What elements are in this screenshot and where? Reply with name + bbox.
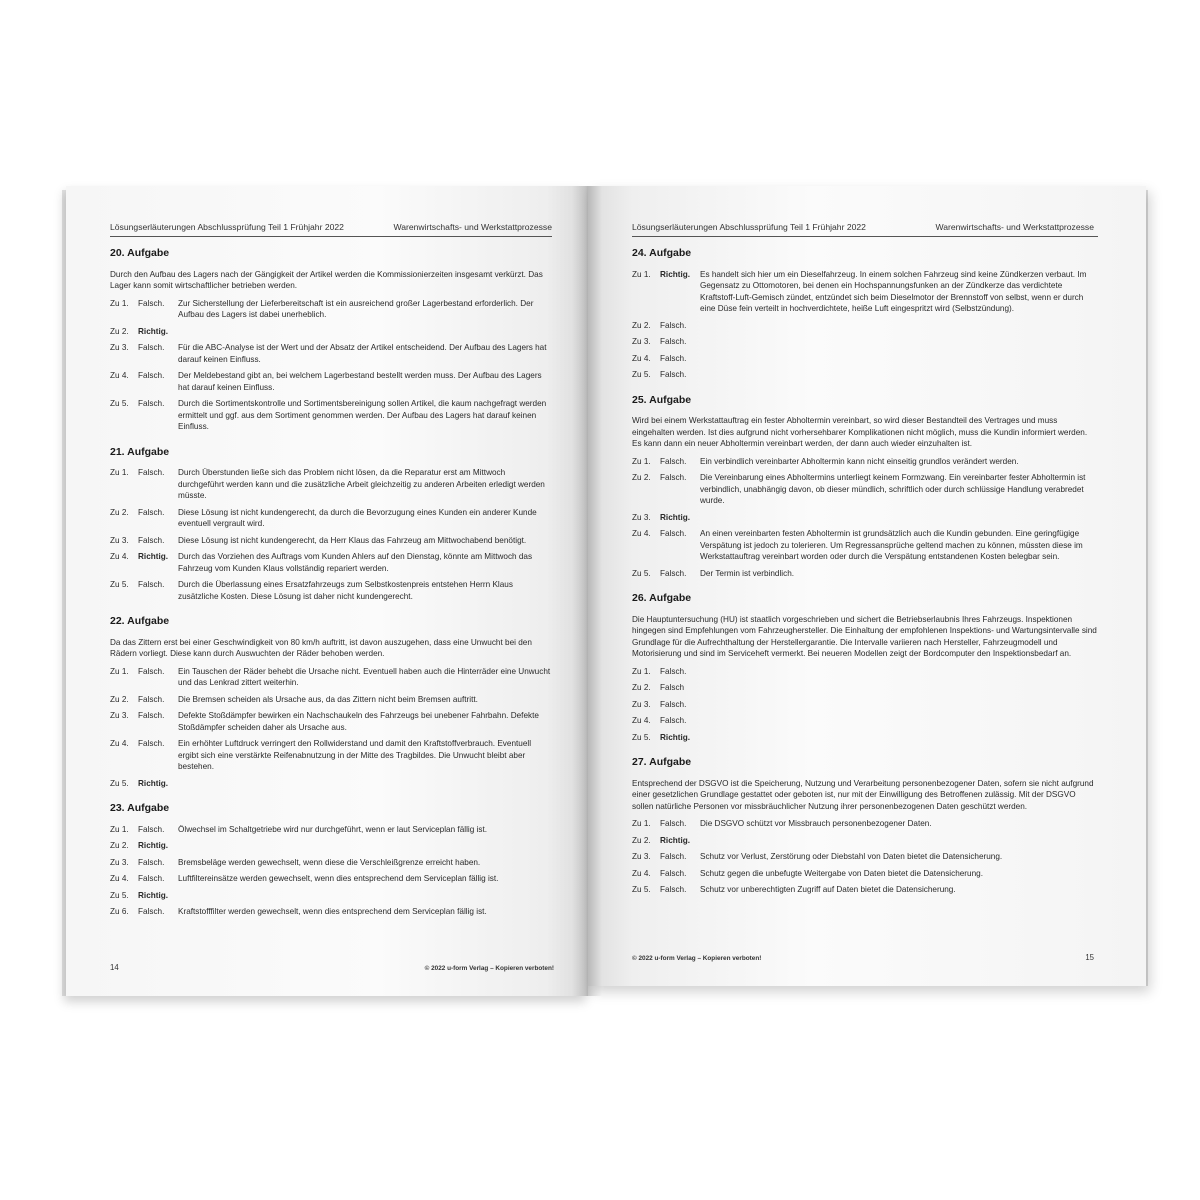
- copyright-notice: © 2022 u-form Verlag – Kopieren verboten!: [632, 955, 762, 962]
- answer-number: Zu 1.: [632, 666, 651, 676]
- answer-row: [632, 269, 1098, 315]
- task-section: [632, 757, 1098, 896]
- answer-row: [110, 326, 552, 338]
- answer-result: Falsch.: [138, 666, 165, 676]
- answer-result: Falsch.: [660, 320, 687, 330]
- answer-explanation: [700, 369, 1098, 381]
- answer-row: [632, 699, 1098, 711]
- answer-result: Falsch.: [660, 885, 687, 894]
- task-intro: Wird bei einem Werkstattauftrag ein fester Abholtermin vereinbart, so wird dieser Bestandteil des Vertrages und muss eingehalten werden. Ist dies aufgrund nicht vorhersehbarer Komplikationen nicht möglich, muss die Kundin informiert werden. Es kann dann ein neuer Abholtermin vereinbart werden, der dann auch wieder einzuhalten ist.: [632, 416, 1088, 448]
- answer-row: [632, 456, 1098, 468]
- answer-result: Richtig.: [660, 512, 691, 522]
- answer-row: [110, 710, 552, 733]
- answer-number: Zu 2.: [632, 320, 651, 330]
- copyright-notice: © 2022 u-form Verlag – Kopieren verboten!: [424, 965, 554, 972]
- answer-result: Falsch.: [660, 456, 687, 466]
- answer-row: [110, 906, 552, 918]
- answer-result: Falsch.: [660, 852, 687, 861]
- answer-number: Zu 3.: [110, 343, 129, 352]
- answer-row: [110, 666, 552, 689]
- answer-row: [632, 568, 1098, 580]
- answer-explanation: [700, 336, 1098, 348]
- answer-number: Zu 4.: [110, 371, 129, 380]
- answer-result: Falsch.: [660, 699, 687, 709]
- answer-explanation: Es handelt sich hier um ein Dieselfahrzeug. In einem solchen Fahrzeug sind keine Zündkerzen verbaut. Im Gegensatz zu Ottomotoren, bei denen ein Hochspannungsfunken an der Zündkerze das verdichtete Kraftstoff-Luft-Gemisch zündet, entzündet sich beim Dieselmotor der Brennstoff von selbst, wenn er durch eine Düse fein verteilt in hochverdichtete, heiße Luft eingespritzt wird (Selbstzündung).: [700, 269, 1087, 313]
- answer-number: Zu 5.: [110, 580, 129, 589]
- answer-result: Falsch.: [660, 473, 687, 482]
- answer-row: [110, 507, 552, 530]
- answer-row: [110, 738, 552, 773]
- answer-result: Falsch.: [138, 580, 165, 589]
- answer-explanation: Luftfiltereinsätze werden gewechselt, wenn dies entsprechend dem Serviceplan fällig ist.: [178, 874, 499, 883]
- answer-result: Richtig.: [138, 552, 169, 561]
- task-title: 21. Aufgabe: [110, 445, 170, 458]
- answer-result: Falsch.: [660, 666, 687, 676]
- answer-number: Zu 4.: [632, 529, 651, 538]
- answer-explanation: Die DSGVO schützt vor Missbrauch personenbezogener Daten.: [700, 819, 932, 828]
- answer-result: Falsch.: [138, 343, 165, 352]
- left-page: [66, 186, 588, 996]
- answer-row: [632, 818, 1098, 830]
- answer-number: Zu 3.: [632, 337, 651, 346]
- answer-row: [632, 336, 1098, 348]
- answer-number: Zu 5.: [632, 885, 651, 894]
- running-header-title: Lösungserläuterungen Abschlussprüfung Teil 1 Frühjahr 2022: [632, 222, 866, 232]
- answer-explanation: [700, 699, 1098, 711]
- answer-result: Falsch.: [138, 711, 165, 720]
- answer-explanation: Die Bremsen scheiden als Ursache aus, da das Zittern nicht beim Bremsen auftritt.: [178, 694, 478, 704]
- task-intro: Entsprechend der DSGVO ist die Speicherung, Nutzung und Verarbeitung personenbezogener Daten, sofern sie nicht aufgrund einer gesetzlichen Grundlage gestattet oder geboten ist, nur mit der Einwilligung des Betroffenen zulässig. Mit der DSGVO sollen natürliche Personen vor missbräuchlicher Nutzung ihrer personenbezogenen Daten geschützt werden.: [632, 778, 1094, 811]
- answer-row: [632, 512, 1098, 524]
- answer-number: Zu 1.: [632, 269, 651, 279]
- answer-number: Zu 1.: [110, 666, 129, 676]
- task-intro: Die Hauptuntersuchung (HU) ist staatlich vorgeschrieben und sichert die Betriebserlaubnis Ihres Fahrzeugs. Inspektionen hingegen sind Empfehlungen vom Fahrzeughersteller. Die Einhaltung der empfohlenen Inspektions- und Wartungsintervalle sind Grundlage für die Aufrechthaltung der Herstellergarantie. Die Intervalle variieren nach Hersteller, Fahrzeugmodell und Motorisierung und sind im Serviceheft vermerkt. Bei neueren Modellen zeigt der Bordcomputer den Inspektionsbedarf an.: [632, 614, 1097, 658]
- answer-explanation: An einen vereinbarten festen Abholtermin ist grundsätzlich auch die Kundin gebunden. Eine geringfügige Verspätung ist jedoch zu tolerieren. Um Regressansprüche geltend machen zu können, müssten diese im Werkstattauftrag vereinbart worden oder durch die Verspätung entstandenen Kosten belegbar sein.: [700, 529, 1083, 561]
- answer-result: Falsch: [660, 683, 685, 692]
- answer-explanation: Schutz gegen die unbefugte Weitergabe von Daten bietet die Datensicherung.: [700, 868, 983, 878]
- task-section: [110, 803, 552, 918]
- answer-explanation: [700, 682, 1098, 694]
- answer-row: [632, 835, 1098, 847]
- answer-number: Zu 5.: [110, 778, 129, 788]
- answer-number: Zu 4.: [632, 353, 651, 363]
- answer-row: [110, 840, 552, 852]
- answer-result: Falsch.: [660, 337, 687, 346]
- answer-explanation: Die Vereinbarung eines Abholtermins unterliegt keinem Formzwang. Ein vereinbarter fester Abholtermin ist verbindlich, unabhängig davon, ob dieser mündlich, schriftlich oder durch schlüssige Handlung verabredet wurde.: [700, 473, 1086, 505]
- answer-number: Zu 4.: [110, 874, 129, 883]
- answer-explanation: [700, 512, 1098, 524]
- answer-explanation: Defekte Stoßdämpfer bewirken ein Nachschaukeln des Fahrzeugs bei unebener Fahrbahn. Defekte Stoßdämpfer scheiden daher als Ursache aus.: [178, 711, 539, 732]
- answer-explanation: Kraftstofffilter werden gewechselt, wenn dies entsprechend dem Serviceplan fällig ist.: [178, 907, 487, 916]
- answer-row: [632, 472, 1098, 507]
- answer-result: Richtig.: [138, 890, 169, 900]
- answer-number: Zu 2.: [110, 694, 129, 704]
- answer-number: Zu 1.: [110, 298, 129, 308]
- answer-explanation: [700, 320, 1098, 332]
- answer-number: Zu 4.: [110, 739, 129, 748]
- answer-row: [110, 778, 552, 790]
- answer-result: Richtig.: [138, 778, 169, 788]
- task-section: [110, 616, 552, 789]
- answer-number: Zu 1.: [632, 456, 651, 466]
- answer-explanation: [178, 778, 552, 790]
- answer-row: [110, 467, 552, 502]
- answer-result: Falsch.: [660, 819, 687, 828]
- answer-number: Zu 2.: [632, 683, 651, 692]
- answer-row: [632, 666, 1098, 678]
- answer-explanation: [178, 840, 552, 852]
- page-number: 14: [110, 963, 119, 972]
- answer-result: Falsch.: [138, 907, 165, 916]
- answer-number: Zu 1.: [632, 819, 651, 828]
- answer-explanation: Ölwechsel im Schaltgetriebe wird nur durchgeführt, wenn er laut Serviceplan fällig ist.: [178, 824, 487, 834]
- answer-result: Falsch.: [660, 716, 687, 725]
- answer-number: Zu 5.: [632, 568, 651, 578]
- right-content: [632, 248, 1098, 910]
- answer-number: Zu 3.: [632, 699, 651, 709]
- left-content: [110, 248, 552, 932]
- answer-result: Falsch.: [660, 868, 687, 878]
- answer-explanation: [700, 732, 1098, 744]
- answer-number: Zu 5.: [632, 732, 651, 742]
- answer-number: Zu 5.: [110, 890, 129, 900]
- answer-result: Falsch.: [138, 739, 165, 748]
- answer-result: Falsch.: [138, 507, 165, 517]
- answer-number: Zu 3.: [110, 711, 129, 720]
- answer-number: Zu 4.: [632, 868, 651, 878]
- answer-row: [110, 398, 552, 433]
- answer-number: Zu 2.: [110, 326, 129, 336]
- answer-number: Zu 4.: [632, 716, 651, 725]
- answer-explanation: Durch das Vorziehen des Auftrags vom Kunden Ahlers auf den Dienstag, könnte am Mittwoch das Fahrzeug vom Kunden Klaus vollständig repariert werden.: [178, 552, 533, 573]
- task-title: 20. Aufgabe: [110, 247, 170, 259]
- answer-explanation: Schutz vor unberechtigten Zugriff auf Daten bietet die Datensicherung.: [700, 885, 956, 894]
- answer-result: Falsch.: [138, 874, 165, 883]
- answer-result: Richtig.: [660, 732, 691, 742]
- running-header-section: Warenwirtschafts- und Werkstattprozesse: [935, 222, 1094, 232]
- answer-number: Zu 4.: [110, 552, 129, 561]
- answer-row: [110, 579, 552, 602]
- answer-number: Zu 5.: [110, 399, 129, 408]
- answer-row: [110, 873, 552, 885]
- answer-row: [110, 551, 552, 574]
- answer-number: Zu 2.: [110, 841, 129, 850]
- answer-number: Zu 2.: [110, 507, 129, 517]
- answer-result: Falsch.: [138, 535, 165, 545]
- header-rule: [632, 236, 1098, 237]
- answer-result: Falsch.: [660, 529, 687, 538]
- task-title: 23. Aufgabe: [110, 802, 170, 814]
- answer-row: [110, 890, 552, 902]
- answer-number: Zu 1.: [110, 468, 129, 477]
- answer-explanation: Ein erhöhter Luftdruck verringert den Rollwiderstand und damit den Kraftstoffverbrauch. Eventuell ergibt sich eine verstärkte Reifenabnutzung in der Mitte des Tragbildes. Die Unwucht bleibt aber bestehen.: [178, 739, 532, 771]
- answer-row: [632, 353, 1098, 365]
- answer-explanation: Diese Lösung ist nicht kundengerecht, da durch die Bevorzugung eines Kunden ein anderer Kunde eventuell vergrault wird.: [178, 507, 537, 528]
- answer-row: [632, 868, 1098, 880]
- answer-number: Zu 3.: [632, 852, 651, 861]
- answer-explanation: Durch die Überlassung eines Ersatzfahrzeugs zum Selbstkostenpreis entstehen Herrn Klaus zusätzliche Kosten. Diese Lösung ist daher nicht kundengerecht.: [178, 580, 513, 601]
- answer-explanation: Ein verbindlich vereinbarter Abholtermin kann nicht einseitig grundlos verändert werden.: [700, 456, 1019, 466]
- answer-row: [632, 369, 1098, 381]
- answer-result: Richtig.: [660, 269, 691, 279]
- page-number: 15: [1085, 953, 1094, 962]
- answer-explanation: Diese Lösung ist nicht kundengerecht, da Herr Klaus das Fahrzeug am Mittwochabend benötigt.: [178, 535, 527, 545]
- task-section: [632, 248, 1098, 381]
- answer-explanation: [700, 666, 1098, 678]
- answer-row: [632, 320, 1098, 332]
- answer-number: Zu 2.: [632, 835, 651, 845]
- task-title: 22. Aufgabe: [110, 615, 170, 627]
- answer-explanation: Schutz vor Verlust, Zerstörung oder Diebstahl von Daten bietet die Datensicherung.: [700, 852, 1003, 861]
- running-header-section: Warenwirtschafts- und Werkstattprozesse: [393, 222, 552, 232]
- answer-row: [632, 732, 1098, 744]
- task-title: 24. Aufgabe: [632, 247, 692, 259]
- answer-explanation: [700, 353, 1098, 365]
- answer-explanation: Durch Überstunden ließe sich das Problem nicht lösen, da die Reparatur erst am Mittwoch durchgeführt werden kann und die zusätzliche Arbeit gleichzeitig zu anderen Arbeiten erledigt werden müsste.: [178, 468, 545, 500]
- task-title: 25. Aufgabe: [632, 393, 692, 406]
- answer-number: Zu 2.: [632, 473, 651, 482]
- answer-explanation: [178, 890, 552, 902]
- answer-explanation: Für die ABC-Analyse ist der Wert und der Absatz der Artikel entscheidend. Der Aufbau des Lagers hat darauf keinen Einfluss.: [178, 343, 547, 364]
- task-section: [632, 593, 1098, 743]
- answer-row: [110, 694, 552, 706]
- task-intro: Durch den Aufbau des Lagers nach der Gängigkeit der Artikel werden die Kommissionierzeiten insgesamt verkürzt. Das Lager kann somit wirtschaftlicher betrieben werden.: [110, 269, 543, 290]
- answer-result: Falsch.: [138, 694, 165, 704]
- answer-row: [110, 370, 552, 393]
- answer-row: [110, 824, 552, 836]
- answer-explanation: Ein Tauschen der Räder behebt die Ursache nicht. Eventuell haben auch die Hinterräder eine Unwucht und das Lenkrad zittert weiterhin.: [178, 666, 551, 687]
- answer-number: Zu 1.: [110, 824, 129, 834]
- answer-row: [110, 342, 552, 365]
- task-title: 26. Aufgabe: [632, 592, 692, 604]
- answer-result: Falsch.: [138, 824, 165, 834]
- book-spine-shadow: [572, 186, 602, 996]
- answer-number: Zu 6.: [110, 907, 129, 916]
- answer-explanation: Der Termin ist verbindlich.: [700, 568, 795, 578]
- task-section: [632, 395, 1098, 580]
- answer-result: Falsch.: [138, 468, 165, 477]
- answer-row: [632, 884, 1098, 896]
- answer-result: Falsch.: [138, 399, 165, 408]
- answer-result: Falsch.: [138, 371, 165, 380]
- answer-explanation: Zur Sicherstellung der Lieferbereitschaft ist ein ausreichend großer Lagerbestand erforderlich. Der Aufbau des Lagers ist dabei unerheblich.: [178, 298, 534, 319]
- answer-row: [110, 535, 552, 547]
- answer-row: [110, 298, 552, 321]
- answer-number: Zu 3.: [110, 535, 129, 545]
- answer-row: [110, 857, 552, 869]
- answer-explanation: [700, 715, 1098, 727]
- answer-result: Falsch.: [138, 857, 165, 867]
- task-section: [110, 447, 552, 603]
- answer-explanation: Bremsbeläge werden gewechselt, wenn diese die Verschleißgrenze erreicht haben.: [178, 857, 481, 867]
- answer-explanation: [700, 835, 1098, 847]
- task-title: 27. Aufgabe: [632, 756, 692, 768]
- answer-number: Zu 5.: [632, 370, 651, 379]
- header-rule: [110, 236, 552, 237]
- answer-row: [632, 851, 1098, 863]
- answer-number: Zu 3.: [110, 857, 129, 867]
- answer-row: [632, 682, 1098, 694]
- task-section: [110, 248, 552, 433]
- answer-result: Falsch.: [660, 568, 687, 578]
- answer-result: Richtig.: [138, 326, 169, 336]
- answer-result: Falsch.: [660, 353, 687, 363]
- answer-explanation: [178, 326, 552, 338]
- answer-result: Falsch.: [660, 370, 687, 379]
- answer-result: Falsch.: [138, 298, 165, 308]
- answer-row: [632, 528, 1098, 563]
- answer-row: [632, 715, 1098, 727]
- answer-explanation: Der Meldebestand gibt an, bei welchem Lagerbestand bestellt werden muss. Der Aufbau des Lagers hat darauf keinen Einfluss.: [178, 371, 542, 392]
- answer-result: Richtig.: [660, 835, 691, 845]
- answer-result: Richtig.: [138, 841, 169, 850]
- task-intro: Da das Zittern erst bei einer Geschwindigkeit von 80 km/h auftritt, ist davon auszugehen, dass eine Unwucht bei den Rädern vorliegt. Diese kann durch Auswuchten der Räder behoben werden.: [110, 637, 532, 658]
- running-header-title: Lösungserläuterungen Abschlussprüfung Teil 1 Frühjahr 2022: [110, 222, 344, 232]
- right-page: [588, 186, 1146, 986]
- answer-explanation: Durch die Sortimentskontrolle und Sortimentsbereinigung sollen Artikel, die kaum nachgefragt werden ermittelt und ggf. aus dem Sortiment genommen werden. Der Aufbau des Lagers hat darauf keinen Einfluss.: [178, 399, 547, 431]
- answer-number: Zu 3.: [632, 512, 651, 522]
